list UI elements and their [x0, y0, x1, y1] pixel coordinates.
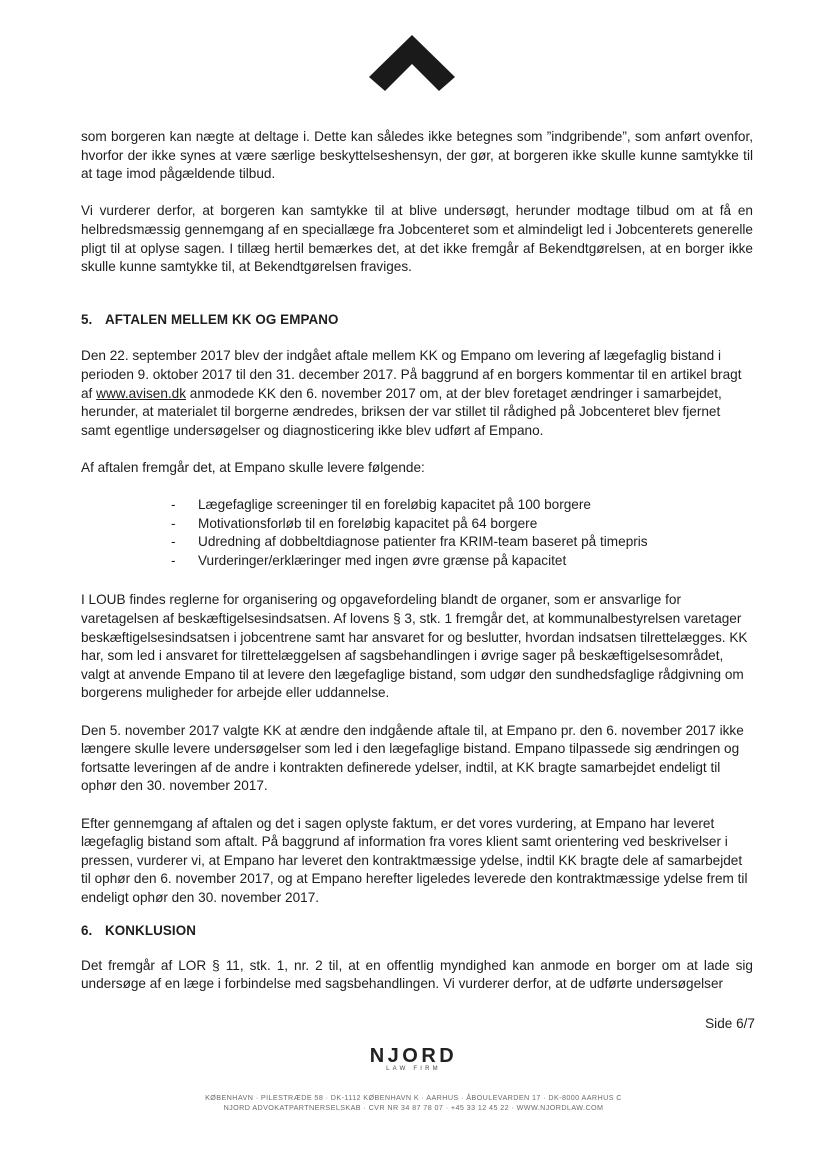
paragraph-consent: Vi vurderer derfor, at borgeren kan samtykke til at blive undersøgt, herunder modtage tilbud om at få en helbredsmæssig gennemgang af en speciallæge fra Jobcenteret som et almindeligt led i Jobcenterets generelle pligt til at oplyse sagen. I tillæg hertil bemærkes det, at det ikke fremgår af Bekendtgørelsen, at en borger ikke skulle kunne samtykke til, at Bekendtgørelsen fraviges.	[81, 203, 753, 275]
paragraph-change: Den 5. november 2017 valgte KK at ændre den indgående aftale til, at Empano pr. den 6. november 2017 ikke længere skulle levere undersøgelser som led i den lægefaglige bistand. Empano tilpassede sig ændringen og fortsatte leveringen af de andre i kontrakten definerede ydelser, indtil, at KK bragte samarbejdet endeligt til ophør den 30. november 2017.	[81, 722, 744, 794]
logo-wordmark: NJORD	[369, 1045, 458, 1067]
section-5-heading	[81, 311, 753, 330]
avisen-link[interactable]: www.avisen.dk	[96, 385, 187, 401]
paragraph-review: Efter gennemgang af aftalen og det i sagen oplyste faktum, er det vores vurdering, at Empano har leveret lægefaglig bistand som aftalt. På baggrund af information fra vores klient samt orientering ved beskrivelser i pressen, vurderer vi, at Empano har leveret den kontraktmæssige ydelse, indtil KK bragte dele af samarbejdet til ophør den 6. november 2017, og at Empano herefter ligeledes leverede den kontraktmæssige ydelse frem til endeligt ophør den 30. november 2017.	[81, 815, 748, 905]
section-6-heading	[81, 922, 753, 941]
section-6-title: KONKLUSION	[105, 923, 197, 939]
footer-address: KØBENHAVN · PILESTRÆDE 58 · DK-1112 KØBENHAVN K · AARHUS · ÅBOULEVARDEN 17 · DK-8000 AARHUS C	[205, 1093, 622, 1102]
section-5-number: 5.	[81, 311, 93, 327]
list-item	[171, 496, 753, 515]
list-item-text: Udredning af dobbeltdiagnose patienter fra KRIM-team baseret på timepris	[198, 534, 648, 550]
list-item	[171, 533, 753, 552]
paragraph-list-intro: Af aftalen fremgår det, at Empano skulle levere følgende:	[81, 459, 425, 475]
page-number: Side 6/7	[705, 1016, 755, 1031]
agreement-text-part2: anmodede KK den 6. november 2017 om, at der blev foretaget ændringer i samarbejdet, herunder, at materialet til borgerne ændredes, briksen der var stillet til rådighed på Jobcenteret blev fjernet samt egentlige undersøgelser og diagnosticering ikke blev udført af Empano.	[81, 385, 722, 438]
paragraph-conclusion: Det fremgår af LOR § 11, stk. 1, nr. 2 til, at en offentlig myndighed kan anmode en borger om at lade sig undersøge af en læge i forbindelse med sagsbehandlingen. Vi vurderer derfor, at de udførte undersøgelser	[81, 957, 753, 992]
list-dash: -	[171, 515, 176, 531]
paragraph-loub: I LOUB findes reglerne for organisering og opgavefordeling blandt de organer, som er ansvarlige for varetagelsen af beskæftigelsesindsatsen. Af lovens § 3, stk. 1 fremgår det, at kommunalbestyrelsen varetager beskæftigelsesindsatsen i jobcentrene samt har ansvaret for og beslutter, hvordan indsatsen tilrettelægges. KK har, som led i ansvaret for tilrettelæggelsen af sagsbehandlingen i øvrige sager på beskæftigelsesområdet, valgt at anvende Empano til at levere den lægefaglige bistand, som udgør den sundhedsfaglige rådgivning om borgerens muligheder for arbejde eller uddannelse.	[81, 592, 748, 701]
list-item-text: Motivationsforløb til en foreløbig kapacitet på 64 borgere	[198, 515, 538, 531]
section-5-title: AFTALEN MELLEM KK OG EMPANO	[105, 311, 339, 327]
agreement-text-part1: Den 22. september 2017 blev der indgået aftale mellem KK og Empano om levering af lægefaglig bistand i perioden 9. oktober 2017 til den 31. december 2017. På baggrund af en borgers kommentar til en artikel bragt af	[81, 348, 742, 401]
footer-company-info: NJORD ADVOKATPARTNERSELSKAB · CVR NR 34 87 78 07 · +45 33 12 45 22 · WWW.NJORDLAW.COM	[223, 1103, 604, 1112]
chevron-up-icon	[367, 33, 457, 93]
paragraph-agreement	[81, 347, 753, 440]
document-body	[81, 128, 753, 1013]
list-dash: -	[171, 497, 176, 513]
logo-subtitle: LAW FIRM	[386, 1066, 441, 1072]
list-dash: -	[171, 552, 176, 568]
list-dash: -	[171, 534, 176, 550]
deliverables-list	[81, 496, 753, 570]
njord-logo	[0, 1045, 827, 1072]
paragraph-intro: som borgeren kan nægte at deltage i. Dette kan således ikke betegnes som ”indgribende”, som anført ovenfor, hvorfor der ikke synes at være særlige beskyttelseshensyn, der gør, at borgeren ikke skulle kunne samtykke til at tage imod pågældende tilbud.	[81, 129, 753, 182]
list-item	[171, 552, 753, 571]
list-item	[171, 515, 753, 534]
list-item-text: Vurderinger/erklæringer med ingen øvre grænse på kapacitet	[198, 552, 567, 568]
list-item-text: Lægefaglige screeninger til en foreløbig kapacitet på 100 borgere	[198, 497, 591, 513]
section-6-number: 6.	[81, 923, 93, 939]
